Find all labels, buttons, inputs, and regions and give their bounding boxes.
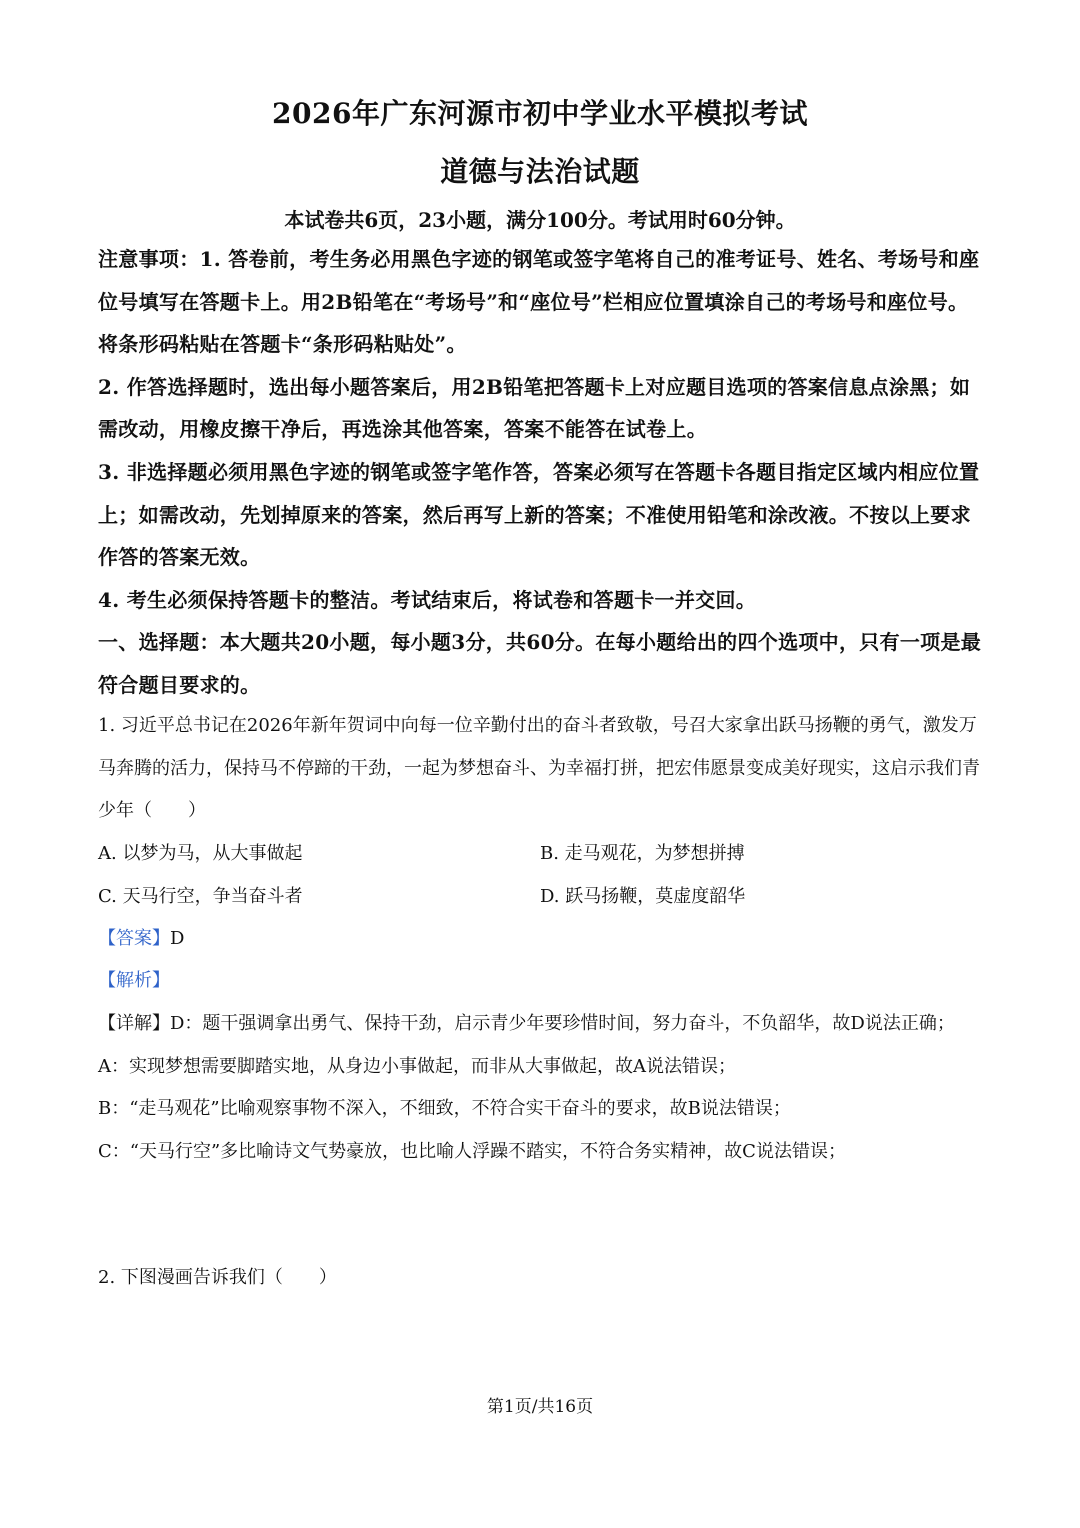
answer-value: D bbox=[170, 928, 185, 949]
question-1-stem: 1. 习近平总书记在2026年新年贺词中向每一位辛勤付出的奋斗者致敬，号召大家拿出跃马扬鞭的勇气，激发万马奔腾的活力，保持马不停蹄的干劲，一起为梦想奋斗、为幸福打拼，把宏伟愿景变成美好现实，这启示我们青少年（ ） bbox=[98, 715, 980, 821]
explain-b: B：“走马观花”比喻观察事物不深入，不细致，不符合实干奋斗的要求，故B说法错误； bbox=[98, 1098, 791, 1119]
detail-block bbox=[98, 1003, 982, 1173]
analysis-line bbox=[98, 960, 170, 1003]
notice-item-4: 4. 考生必须保持答题卡的整洁。考试结束后，将试卷和答题卡一并交回。 bbox=[98, 587, 757, 612]
exam-title: 2026年广东河源市初中学业水平模拟考试 bbox=[272, 97, 808, 130]
notice-item-1: 注意事项：1. 答卷前，考生务必用黑色字迹的钢笔或签字笔将自己的准考证号、姓名、考场号和座位号填写在答题卡上。用2B铅笔在“考场号”和“座位号”栏相应位置填涂自己的考场号和座位号。将条形码粘贴在答题卡“条形码粘贴处”。 bbox=[98, 247, 980, 357]
option-c: C. 天马行空，争当奋斗者 bbox=[98, 885, 303, 907]
section-heading: 一、选择题：本大题共20小题，每小题3分，共60分。在每小题给出的四个选项中，只有一项是最符合题目要求的。 bbox=[98, 630, 982, 697]
option-a: A. 以梦为马，从大事做起 bbox=[98, 843, 303, 864]
exam-info: 本试卷共6页，23小题，满分100分。考试用时60分钟。 bbox=[284, 208, 796, 232]
notice-item-2: 2. 作答选择题时，选出每小题答案后，用2B铅笔把答题卡上对应题目选项的答案信息点涂黑；如需改动，用橡皮擦干净后，再选涂其他答案，答案不能答在试卷上。 bbox=[98, 374, 971, 442]
answer-line bbox=[98, 918, 184, 961]
notice-item-3: 3. 非选择题必须用黑色字迹的钢笔或签字笔作答，答案必须写在答题卡各题目指定区域内相应位置上；如需改动，先划掉原来的答案，然后再写上新的答案；不准使用铅笔和涂改液。不按以上要求作答的答案无效。 bbox=[98, 459, 980, 570]
answer-tag: 【答案】 bbox=[98, 928, 170, 949]
notice-block bbox=[98, 238, 982, 707]
subject-title: 道德与法治试题 bbox=[440, 155, 640, 188]
detail-tag: 【详解】 bbox=[98, 1013, 170, 1034]
question-2-stem: 2. 下图漫画告诉我们（ ） bbox=[98, 1267, 337, 1288]
explain-c: C：“天马行空”多比喻诗文气势豪放，也比喻人浮躁不踏实，不符合务实精神，故C说法错误； bbox=[98, 1140, 846, 1162]
explain-a: A：实现梦想需要脚踏实地，从身边小事做起，而非从大事做起，故A说法错误； bbox=[98, 1055, 736, 1077]
option-d: D. 跃马扬鞭，莫虚度韶华 bbox=[540, 885, 746, 907]
question-1-options bbox=[98, 833, 982, 918]
page-footer: 第1页/共16页 bbox=[486, 1397, 594, 1417]
analysis-tag: 【解析】 bbox=[98, 970, 170, 991]
detail-text: D：题干强调拿出勇气、保持干劲，启示青少年要珍惜时间，努力奋斗，不负韶华，故D说法正确； bbox=[170, 1013, 955, 1034]
option-b: B. 走马观花，为梦想拼搏 bbox=[540, 843, 745, 864]
